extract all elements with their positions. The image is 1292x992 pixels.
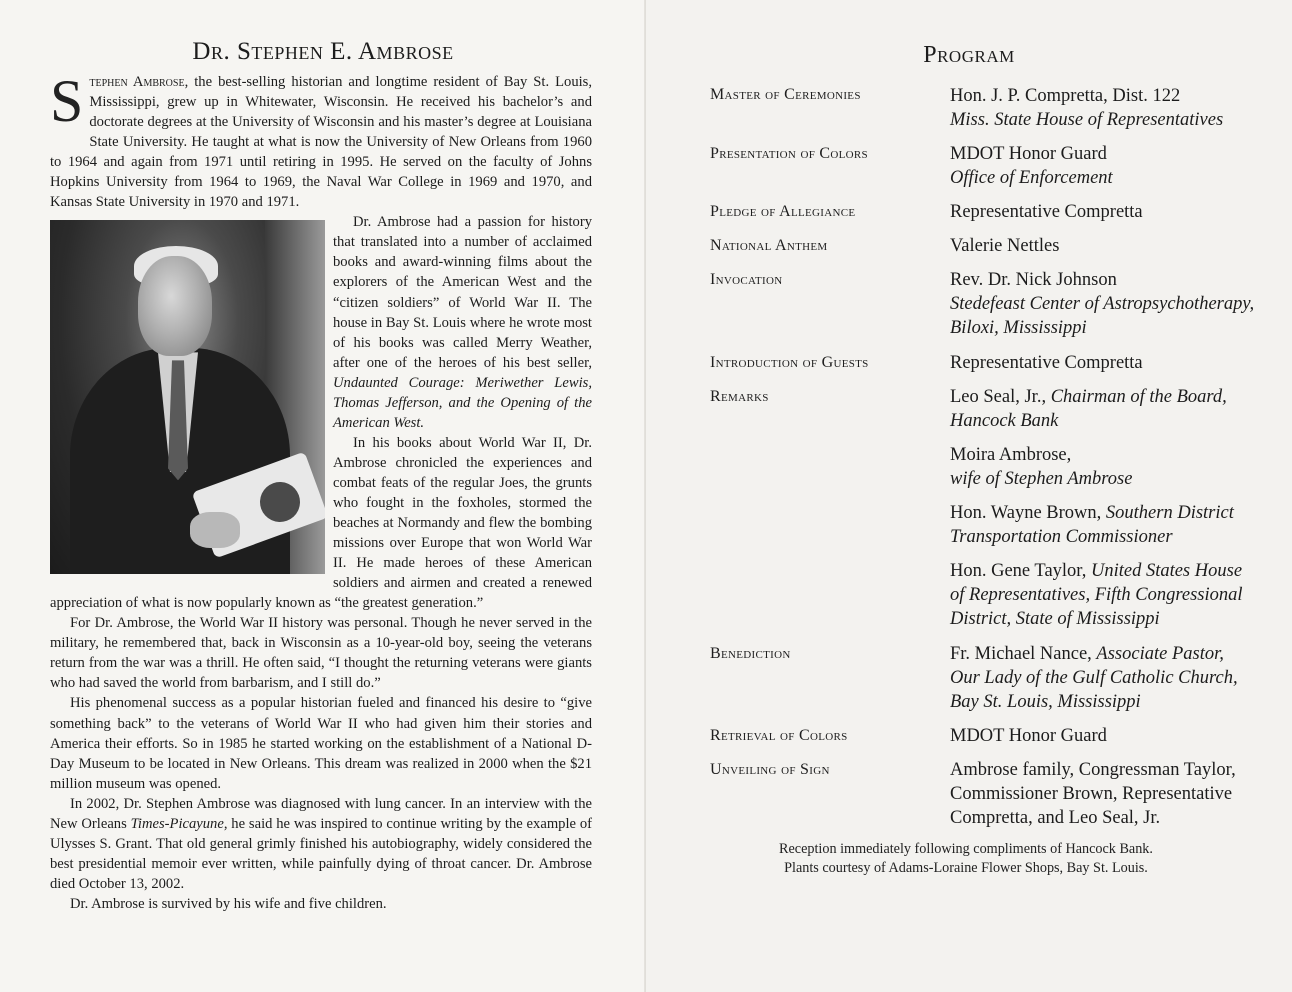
role-benediction: Benediction xyxy=(710,645,791,662)
bio-paragraph-5: His phenomenal success as a popular historian fueled and financed his desire to “give something back” to the veterans of World War II who had given him their stories and America their efforts. So in 1985 he started working on the establishment of a National D-Day Museum to be located in New Orleans. This dream was realized in 2000 when the $21 million museum was opened. xyxy=(50,695,592,792)
role-invocation: Invocation xyxy=(710,271,783,288)
book-title: Undaunted Courage: Meriwether Lewis, Thomas Jefferson, and the Opening of the American West. xyxy=(333,374,592,431)
value-remarks-2: Moira Ambrose, wife of Stephen Ambrose xyxy=(950,445,1133,489)
role-remarks: Remarks xyxy=(710,388,769,405)
bio-paragraph-3: In his books about World War II, Dr. Ambrose chronicled the experiences and combat feats of the regular Joes, the grunts who fought in the foxholes, stormed the beaches at Normandy and flew the bombing missions over Europe that won World War II. He made heroes of these American soldiers and airmen and created a renewed appreciation of what is now popularly known as “the greatest generation.” xyxy=(50,434,592,612)
role-unveiling-sign: Unveiling of Sign xyxy=(710,761,830,778)
footer-reception: Reception immediately following compliments of Hancock Bank. xyxy=(779,841,1153,857)
value-master: Hon. J. P. Compretta, Dist. 122 Miss. State House of Representatives xyxy=(950,86,1224,130)
bio-lead-name: tephen Ambrose xyxy=(89,74,185,90)
value-anthem: Valerie Nettles xyxy=(950,236,1060,256)
right-page xyxy=(646,0,1292,992)
role-master: Master of Ceremonies xyxy=(710,86,861,103)
value-remarks-4: Hon. Gene Taylor, United States House of Representatives, Fifth Congressional District, State of Mississippi xyxy=(950,561,1243,629)
newspaper-name: Times-Picayune xyxy=(130,815,224,832)
role-presentation-colors: Presentation of Colors xyxy=(710,145,868,162)
value-remarks-3: Hon. Wayne Brown, Southern District Transportation Commissioner xyxy=(950,503,1234,547)
program-title: Program xyxy=(923,42,1015,68)
value-guests: Representative Compretta xyxy=(950,353,1143,373)
bio-paragraph-6: In 2002, Dr. Stephen Ambrose was diagnosed with lung cancer. In an interview with the New Orleans xyxy=(50,795,592,832)
value-benediction: Fr. Michael Nance, Associate Pastor, Our Lady of the Gulf Catholic Church, Bay St. Louis, Mississippi xyxy=(950,644,1238,712)
value-pledge: Representative Compretta xyxy=(950,202,1143,222)
bio-paragraph-4: For Dr. Ambrose, the World War II history was personal. Though he never served in the military, he remembered that, back in Wisconsin as a 10-year-old boy, seeing the veterans return from the war was a thrill. He often said, “I thought the returning veterans were giants who had saved the world from barbarism, and I still do.” xyxy=(50,615,592,692)
program-footer xyxy=(596,840,1292,878)
role-retrieval-colors: Retrieval of Colors xyxy=(710,727,848,744)
role-anthem: National Anthem xyxy=(710,237,828,254)
bio-paragraph-1: , the best-selling historian and longtime resident of Bay St. Louis, Mississippi, grew up in Whitewater, Wisconsin. He received his bachelor’s and doctorate degrees at the University of Wisconsin and his master’s degree at Louisiana State University. He taught at what is now the University of New Orleans from 1960 to 1964 and again from 1971 until retiring in 1995. He served on the faculty of Johns Hopkins University from 1964 to 1969, the Naval War College in 1969 and 1970, and Kansas State University in 1970 and 1971. xyxy=(50,74,592,211)
value-unveiling-sign: Ambrose family, Congressman Taylor, Commissioner Brown, Representative Compretta, and Leo Seal, Jr. xyxy=(950,760,1236,828)
bio-paragraph-2: Dr. Ambrose had a passion for history that translated into a number of acclaimed books and award-winning films about the explorers of the American West and the “citizen soldiers” of World War II. The house in Bay St. Louis where he wrote most of his books was called Merry Weather, after one of the heroes of his best seller, xyxy=(333,214,592,371)
value-presentation-colors: MDOT Honor Guard Office of Enforcement xyxy=(950,144,1113,188)
drop-cap: S xyxy=(50,68,84,134)
footer-plants: Plants courtesy of Adams-Loraine Flower Shops, Bay St. Louis. xyxy=(784,860,1148,876)
bio-paragraph-7: Dr. Ambrose is survived by his wife and five children. xyxy=(70,895,387,912)
bio-title: Dr. Stephen E. Ambrose xyxy=(192,38,454,65)
role-pledge: Pledge of Allegiance xyxy=(710,203,856,220)
role-guests: Introduction of Guests xyxy=(710,354,869,371)
value-invocation: Rev. Dr. Nick Johnson Stedefeast Center of Astropsychotherapy, Biloxi, Mississippi xyxy=(950,270,1255,338)
portrait-photo xyxy=(50,220,325,574)
value-retrieval-colors: MDOT Honor Guard xyxy=(950,726,1107,746)
value-remarks-1: Leo Seal, Jr., Chairman of the Board, Hancock Bank xyxy=(950,387,1227,431)
bio-body: Stephen Ambrose, the best-selling historian and longtime resident of Bay St. Louis, Mississippi, grew up in Whitewater, Wisconsin. He received his bachelor’s and doctorate degrees at the University of Wisconsin and his master’s degree at Louisiana State University. He taught at what is now the University of New Orleans from 1960 to 1964 and again from 1971 until retiring in 1995. He served on the faculty of Johns Hopkins University from 1964 to 1969, the Naval War College in 1969 and 1970, and Kansas State University in 1970 and 1971. Dr. Ambrose had a passion for history that translated into a number of acclaimed books and award-winning films about the explorers of the American West and the “citizen soldiers” of World War II. The house in Bay St. Louis where he wrote most of his books was called Merry Weather, after one of the heroes of his best seller, Undaunted Courage: Meriwether Lewis, Thomas Jefferson, and the Opening of the American West. In his books about World War II, Dr. Ambrose chronicled the experiences and combat feats of the regular Joes, the grunts who fought in the foxholes, stormed the beaches at Normandy and flew the bombing missions over Europe that won World War II. He made heroes of these American soldiers and airmen and created a renewed appreciation of what is now popularly known as “the greatest generation.” For Dr. Ambrose, the World War II history was personal. Though he never served in the military, he remembered that, back in Wisconsin as a 10-year-old boy, seeing the veterans return from the war was a thrill. He often said, “I thought the returning veterans were giants who had saved the world from barbarism, and I still do.” His phenomenal success as a popular historian fueled and financed his desire to “give something back” to the veterans of World War II who had given him their stories and America their efforts. So in 1985 he started working on the establishment of a National D-Day Museum to be located in New Orleans. This dream was realized in 2000 when the $21 million museum was opened. In 2002, Dr. Stephen Ambrose was diagnosed with lung cancer. In an interview with the New Orleans Times-Picayune, he said he was inspired to continue writing by the example of Ulysses S. Grant. That old general grimly finished his autobiography, widely considered the best presidential memoir ever written, while painfully dying of throat cancer. Dr. Ambrose died October 13, 2002. Dr. Ambrose is survived by his wife and five children. xyxy=(50,72,592,914)
